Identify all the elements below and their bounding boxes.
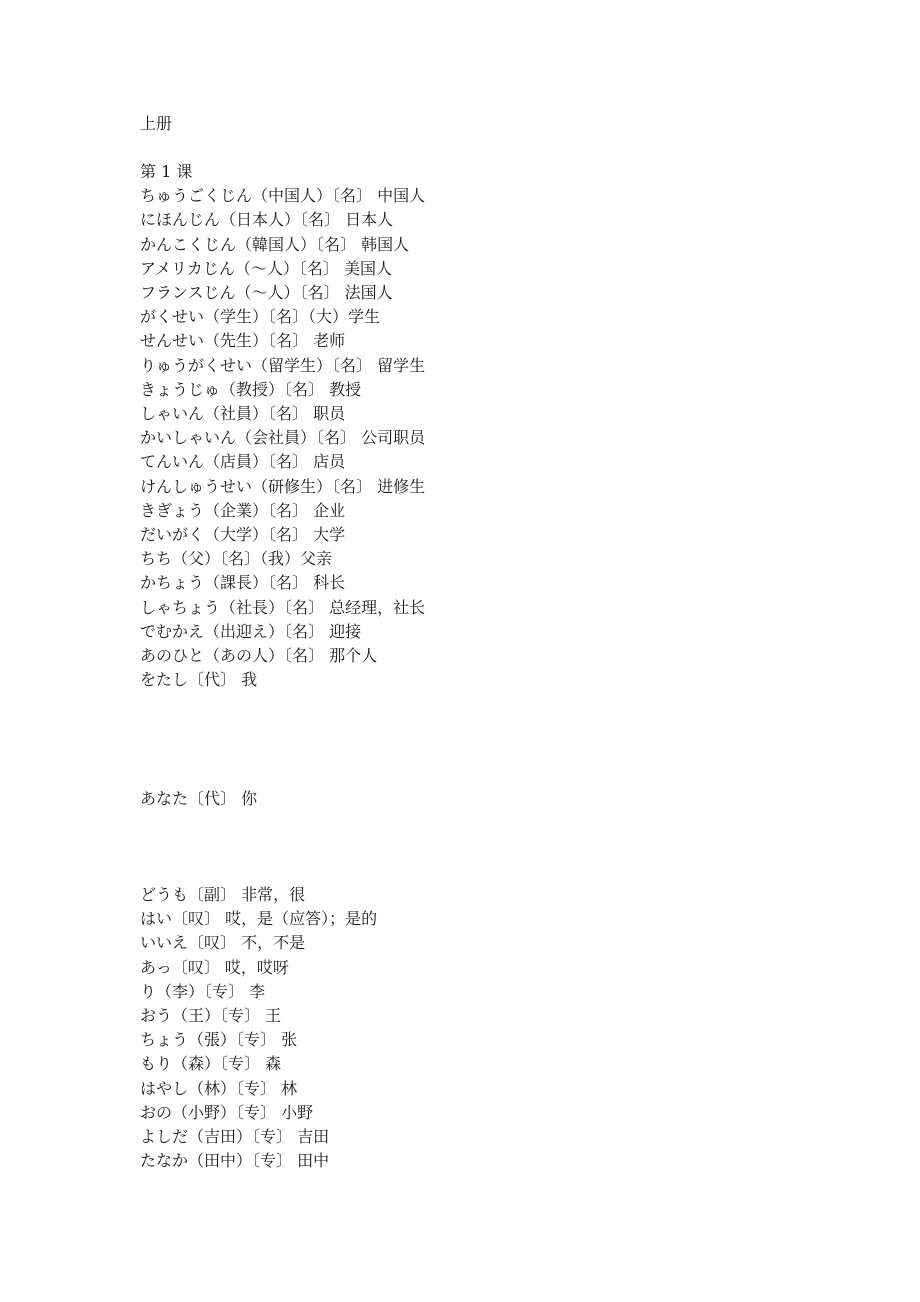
- vocab-entry: けんしゅうせい（研修生）〔名〕 进修生: [140, 476, 426, 496]
- vocab-entry: アメリカじん（～人）〔名〕 美国人: [140, 258, 392, 278]
- vocab-entry: しゃいん（社員）〔名〕 职员: [140, 404, 346, 424]
- vocab-entry: でむかえ（出迎え）〔名〕 迎接: [140, 621, 362, 641]
- volume-title: 上册: [140, 114, 173, 133]
- vocab-entry: しゃちょう（社長）〔名〕 总经理，社长: [140, 597, 426, 617]
- vocab-entry: フランスじん（～人）〔名〕 法国人: [140, 283, 393, 303]
- vocab-entry: いいえ〔叹〕 不，不是: [140, 933, 306, 953]
- vocab-entry: どうも〔副〕 非常，很: [140, 885, 306, 904]
- vocab-entry: おう（王）〔专〕 王: [140, 1006, 282, 1026]
- vocab-entry: にほんじん（日本人）〔名〕 日本人: [140, 210, 394, 230]
- vocab-list-2: [140, 787, 257, 811]
- vocab-entry: あのひと（あの人）〔名〕 那个人: [140, 646, 378, 666]
- vocab-entry: あっ〔叹〕 哎，哎呀: [140, 957, 289, 977]
- vocab-entry: かいしゃいん（会社員）〔名〕 公司职员: [140, 428, 426, 448]
- lesson-title: 第 1 课: [140, 162, 193, 181]
- vocab-entry: きょうじゅ（教授）〔名〕 教授: [140, 379, 362, 399]
- vocab-entry: ちゅうごくじん（中国人）〔名〕 中国人: [140, 186, 426, 206]
- vocab-entry: あなた〔代〕 你: [140, 789, 258, 808]
- vocab-entry: ちょう（張）〔专〕 张: [140, 1030, 298, 1050]
- vocab-entry: かんこくじん（韓国人）〔名〕 韩国人: [140, 234, 410, 254]
- vocab-entry: はやし（林）〔专〕 林: [140, 1078, 298, 1098]
- vocab-list-1: [140, 184, 425, 692]
- vocab-entry: よしだ（吉田）〔专〕 吉田: [140, 1127, 330, 1147]
- vocab-block-1: [140, 160, 425, 692]
- vocab-entry: だいがく（大学）〔名〕 大学: [140, 525, 346, 545]
- vocab-entry: がくせい（学生）〔名〕（大）学生: [140, 307, 381, 327]
- vocab-entry: ちち（父）〔名〕（我）父亲: [140, 549, 333, 569]
- vocab-entry: おの（小野）〔专〕 小野: [140, 1102, 314, 1122]
- vocab-entry: り（李）〔专〕 李: [140, 981, 266, 1001]
- vocab-entry: りゅうがくせい（留学生）〔名〕 留学生: [140, 355, 426, 375]
- vocab-list-3: [140, 883, 377, 1173]
- vocab-entry: かちょう（課長）〔名〕 科长: [140, 573, 346, 593]
- vocab-entry: もり（森）〔专〕 森: [140, 1054, 282, 1074]
- vocab-entry: てんいん（店員）〔名〕 店员: [140, 452, 346, 472]
- vocab-entry: たなか（田中）〔专〕 田中: [140, 1151, 330, 1171]
- vocab-entry: きぎょう（企業）〔名〕 企业: [140, 500, 346, 520]
- vocab-entry: をたし〔代〕 我: [140, 670, 258, 690]
- vocab-entry: せんせい（先生）〔名〕 老师: [140, 331, 346, 351]
- vocab-entry: はい〔叹〕 哎，是（应答）；是的: [140, 909, 378, 929]
